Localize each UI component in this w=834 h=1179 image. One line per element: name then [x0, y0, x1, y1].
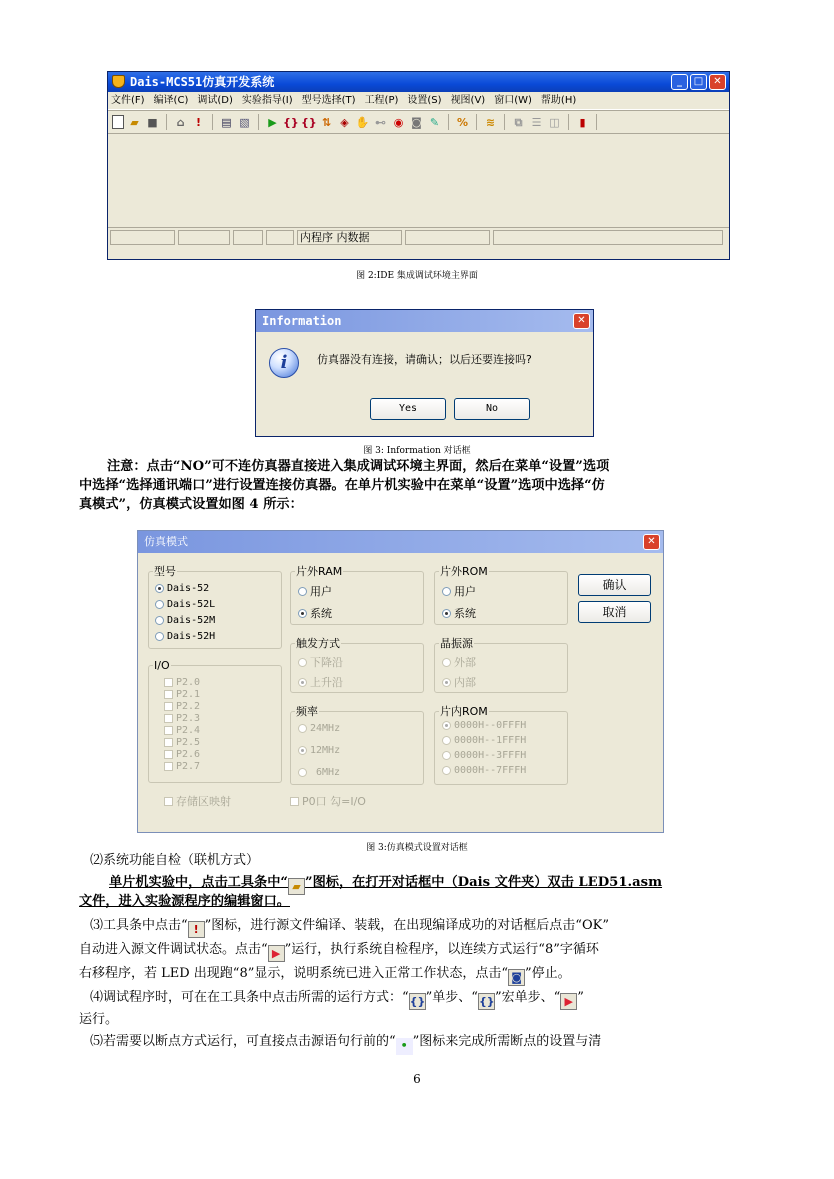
open-folder-icon[interactable]: ▰ [130, 115, 139, 129]
option-label: Dais-52 [167, 583, 210, 594]
option-label: 0000H--1FFFH [454, 735, 527, 746]
checkbox-icon [164, 714, 173, 723]
int-rom-3fff-radio[interactable] [442, 750, 526, 761]
storage-map-checkbox[interactable] [164, 793, 231, 809]
section-2-line-2: 文件，进入实验源程序的编辑窗口。 [79, 894, 290, 909]
maximize-icon[interactable]: □ [690, 74, 707, 90]
note-line-1: 注意：点击“NO”可不连仿真器直接进入集成调试环境主界面，然后在菜单“设置”选项 [107, 459, 610, 474]
para-3-b: ”图标，进行源文件编译、装载，在出现编译成功的对话框后点击“OK” [204, 918, 609, 933]
open-folder-icon: ▰ [288, 878, 305, 895]
tool-icon[interactable]: ✎ [429, 115, 440, 129]
option-label: 存储区映射 [176, 795, 231, 808]
freq-12mhz-radio[interactable] [298, 745, 340, 756]
radio-icon [442, 766, 451, 775]
crystal-external-radio[interactable] [442, 654, 476, 670]
freq-6mhz-radio[interactable] [298, 767, 340, 778]
cascade-icon[interactable]: ⧉ [514, 115, 523, 129]
info-message: 仿真器没有连接，请确认；以后还要连接吗? [317, 353, 532, 366]
option-label: Dais-52L [167, 599, 216, 610]
trigger-falling-radio[interactable] [298, 654, 343, 670]
status-pane [110, 230, 175, 245]
io-p20-checkbox[interactable] [164, 677, 200, 688]
option-label: 外部 [454, 656, 476, 669]
int-rom-7fff-radio[interactable] [442, 765, 526, 776]
para-3-line-3 [79, 965, 571, 986]
model-option-dais52[interactable] [155, 583, 209, 594]
step-icon: {} [409, 995, 426, 1008]
step-over-icon[interactable]: {} [301, 115, 317, 129]
menu-window[interactable]: 窗口(W) [494, 95, 532, 106]
checkbox-icon [164, 726, 173, 735]
radio-icon [442, 658, 451, 667]
ext-rom-label: 片外ROM [440, 565, 488, 578]
ext-rom-system-radio[interactable] [442, 605, 476, 621]
toolbar-separator [596, 114, 597, 130]
step-into-icon[interactable]: {} [283, 115, 299, 129]
note-line-3: 真模式”，仿真模式设置如图 4 所示： [79, 497, 303, 512]
checkbox-icon [164, 690, 173, 699]
app-icon [112, 75, 125, 88]
radio-icon [442, 678, 451, 687]
para-4-b: ”单步、“ [425, 990, 478, 1005]
hand-icon[interactable]: ✋ [355, 115, 370, 129]
radio-icon [442, 736, 451, 745]
tile-horizontal-icon[interactable]: ☰ [531, 115, 542, 129]
stop-icon: ◙ [508, 969, 525, 986]
para-5-line-1 [90, 1033, 601, 1055]
para-4-line-2: 运行。 [79, 1012, 119, 1027]
option-label: P2.3 [176, 713, 201, 724]
waveform-icon[interactable]: ≋ [485, 115, 496, 129]
io-p23-checkbox[interactable] [164, 713, 200, 724]
para-4-d: ” [577, 990, 584, 1005]
breakpoint-icon: • [396, 1038, 413, 1055]
toolbar-separator [504, 114, 505, 130]
reset-icon[interactable]: ⇅ [321, 115, 332, 129]
menu-file[interactable]: 文件(F) [111, 95, 145, 106]
option-label: P2.2 [176, 701, 201, 712]
new-file-icon[interactable] [112, 115, 124, 129]
radio-icon [155, 584, 164, 593]
ide-title: Dais-MCS51仿真开发系统 [130, 75, 275, 89]
info-title: Information [262, 314, 342, 328]
project-icon[interactable]: ⌂ [176, 115, 185, 129]
option-label: 用户 [454, 585, 476, 598]
ide-titlebar[interactable] [108, 72, 729, 92]
tile-vertical-icon[interactable]: ◫ [549, 115, 560, 129]
status-internal-program: 内程序 [300, 231, 333, 244]
checkbox-icon [164, 750, 173, 759]
para-3-line-1 [90, 917, 609, 938]
percent-icon[interactable]: % [456, 115, 469, 129]
macro-step-icon: {} [478, 995, 495, 1008]
ide-window [107, 71, 730, 260]
memory-icon[interactable]: ▤ [221, 115, 232, 129]
checkbox-icon [164, 678, 173, 687]
para-3-e: 右移程序，若 LED 出现跑“8”显示，说明系统已进入正常工作状态，点击“ [79, 966, 509, 981]
no-button[interactable]: No [454, 398, 530, 420]
ide-menubar [108, 92, 729, 110]
option-label: P2.4 [176, 725, 201, 736]
para-3-d: ”运行，执行系统自检程序，以连续方式运行“8”字循环 [284, 942, 599, 957]
menu-model-select[interactable]: 型号选择(T) [301, 95, 356, 106]
radio-icon [442, 751, 451, 760]
section-2-title: ⑵系统功能自检（联机方式） [90, 853, 260, 868]
menu-experiment-guide[interactable]: 实验指导(I) [241, 95, 293, 106]
compile-icon: ! [188, 921, 205, 938]
io-p21-checkbox[interactable] [164, 689, 200, 700]
ext-ram-system-radio[interactable] [298, 605, 332, 621]
ext-ram-label: 片外RAM [296, 565, 343, 578]
io-p27-checkbox[interactable] [164, 761, 200, 772]
section-2-text-b: ”图标，在打开对话框中（Dais 文件夹）双击 LED51.asm [305, 875, 663, 890]
freq-24mhz-radio[interactable] [298, 723, 340, 734]
status-pane [178, 230, 230, 245]
simulation-mode-dialog [137, 530, 664, 833]
option-label: 系统 [454, 607, 476, 620]
yes-button[interactable]: Yes [370, 398, 446, 420]
option-label: P0口 勾=I/O [302, 795, 366, 808]
toolbar-separator [568, 114, 569, 130]
mode-titlebar [138, 531, 663, 553]
information-dialog [255, 309, 594, 437]
trigger-rising-radio[interactable] [298, 674, 343, 690]
status-internal-data: 内数据 [336, 231, 370, 244]
int-rom-1fff-radio[interactable] [442, 735, 526, 746]
io-p24-checkbox[interactable] [164, 725, 200, 736]
model-option-dais52h[interactable] [155, 631, 215, 642]
radio-icon [298, 768, 307, 777]
checkbox-icon [164, 702, 173, 711]
option-label: 0000H--3FFFH [454, 750, 527, 761]
radio-icon [442, 609, 451, 618]
status-pane-program-data [297, 230, 402, 245]
option-label: 24MHz [310, 723, 341, 734]
menu-project[interactable]: 工程(P) [364, 95, 399, 106]
checkbox-icon [164, 738, 173, 747]
option-label: Dais-52M [167, 615, 216, 626]
info-titlebar [256, 310, 593, 332]
toolbar-separator [476, 114, 477, 130]
toolbar-separator [258, 114, 259, 130]
menu-help[interactable]: 帮助(H) [540, 95, 577, 106]
radio-icon [155, 632, 164, 641]
menu-settings[interactable]: 设置(S) [407, 95, 442, 106]
frequency-label: 频率 [296, 705, 318, 718]
io-p26-checkbox[interactable] [164, 749, 200, 760]
radio-icon [298, 724, 307, 733]
toolbar-separator [448, 114, 449, 130]
close-icon[interactable]: ✕ [573, 313, 590, 329]
note-line-2: 中选择“选择通讯端口”进行设置连接仿真器。在单片机实验中在菜单“设置”选项中选择“仿 [79, 478, 605, 493]
ok-button[interactable]: 确认 [578, 574, 651, 596]
minimize-icon[interactable]: _ [671, 74, 688, 90]
model-group-label: 型号 [154, 565, 176, 578]
option-label: 用户 [310, 585, 332, 598]
trigger-label: 触发方式 [296, 637, 340, 650]
option-label: P2.0 [176, 677, 201, 688]
ext-ram-user-radio[interactable] [298, 583, 332, 599]
mode-title: 仿真模式 [144, 535, 188, 548]
menu-debug[interactable]: 调试(D) [197, 95, 233, 106]
option-label: 下降沿 [310, 656, 343, 669]
section-2-text-a: 单片机实验中，点击工具条中“ [109, 875, 289, 890]
radio-icon [155, 600, 164, 609]
radio-icon [298, 609, 307, 618]
radio-icon [298, 658, 307, 667]
option-label: 12MHz [310, 745, 341, 756]
stop-debug-icon[interactable]: ◉ [393, 115, 404, 129]
section-2-line-1 [109, 874, 662, 895]
run-icon[interactable]: ▶ [268, 115, 277, 129]
radio-icon [298, 746, 307, 755]
option-label: 系统 [310, 607, 332, 620]
figure-2-caption: 图 2:IDE 集成调试环境主界面 [356, 271, 478, 281]
figure-3-caption: 图 3: Information 对话框 [363, 446, 471, 456]
int-rom-0fff-radio[interactable] [442, 720, 526, 731]
status-pane [233, 230, 263, 245]
para-5-b: ”图标来完成所需断点的设置与清 [412, 1034, 602, 1049]
radio-icon [155, 616, 164, 625]
compile-icon[interactable]: ! [195, 115, 202, 129]
model-option-dais52m[interactable] [155, 615, 215, 626]
para-3-f: ”停止。 [525, 966, 571, 981]
info-icon: i [269, 348, 299, 378]
para-4-c: ”宏单步、“ [494, 990, 561, 1005]
checkbox-icon [164, 762, 173, 771]
status-pane [493, 230, 723, 245]
figure-4-caption: 图 3:仿真模式设置对话框 [366, 843, 468, 853]
option-label: 0000H--0FFFH [454, 720, 527, 731]
checkbox-icon [290, 797, 299, 806]
run-icon: ▶ [560, 993, 577, 1010]
para-3-line-2 [79, 941, 599, 962]
status-pane [405, 230, 490, 245]
close-icon[interactable]: ✕ [709, 74, 726, 90]
radio-icon [298, 587, 307, 596]
model-option-dais52l[interactable] [155, 599, 215, 610]
para-5-a: ⑸若需要以断点方式运行，可直接点击源语句行前的“ [90, 1034, 396, 1049]
ide-statusbar [108, 228, 729, 248]
run-icon: ▶ [268, 945, 285, 962]
para-3-c: 自动进入源文件调试状态。点击“ [79, 942, 268, 957]
status-pane [266, 230, 294, 245]
option-label: P2.1 [176, 689, 201, 700]
io-group-label: I/O [154, 659, 170, 672]
option-label: Dais-52H [167, 631, 216, 642]
option-label: 内部 [454, 676, 476, 689]
radio-icon [298, 678, 307, 687]
watch-icon[interactable]: ⊷ [375, 115, 386, 129]
close-icon[interactable]: ✕ [643, 534, 660, 550]
menu-compile[interactable]: 编译(C) [153, 95, 189, 106]
option-label: P2.5 [176, 737, 201, 748]
breakpoint-icon[interactable]: ◈ [340, 115, 349, 129]
halt-icon[interactable]: ◙ [411, 115, 422, 129]
option-label: 6MHz [316, 767, 341, 778]
para-3-a: ⑶工具条中点击“ [90, 918, 188, 933]
int-rom-label: 片内ROM [440, 705, 488, 718]
radio-icon [442, 587, 451, 596]
checkbox-icon [164, 797, 173, 806]
para-4-a: ⑷调试程序时，可在在工具条中点击所需的运行方式：“ [90, 990, 409, 1005]
page-number: 6 [413, 1072, 421, 1086]
ide-workarea [108, 134, 729, 228]
io-p25-checkbox[interactable] [164, 737, 200, 748]
crystal-label: 晶振源 [440, 637, 473, 650]
save-icon[interactable]: ■ [147, 115, 158, 129]
option-label: P2.7 [176, 761, 201, 772]
option-label: 上升沿 [310, 676, 343, 689]
ext-rom-user-radio[interactable] [442, 583, 476, 599]
window-icon[interactable]: ▧ [239, 115, 250, 129]
toolbar-separator [212, 114, 213, 130]
cancel-button[interactable]: 取消 [578, 601, 651, 623]
exit-icon[interactable]: ▮ [579, 115, 586, 129]
ide-toolbar [108, 110, 729, 134]
toolbar-separator [166, 114, 167, 130]
radio-icon [442, 721, 451, 730]
option-label: P2.6 [176, 749, 201, 760]
option-label: 0000H--7FFFH [454, 765, 527, 776]
p0-io-checkbox[interactable] [290, 793, 366, 809]
crystal-internal-radio[interactable] [442, 674, 476, 690]
io-p22-checkbox[interactable] [164, 701, 200, 712]
para-4-line-1 [90, 989, 584, 1010]
menu-view[interactable]: 视图(V) [450, 95, 486, 106]
